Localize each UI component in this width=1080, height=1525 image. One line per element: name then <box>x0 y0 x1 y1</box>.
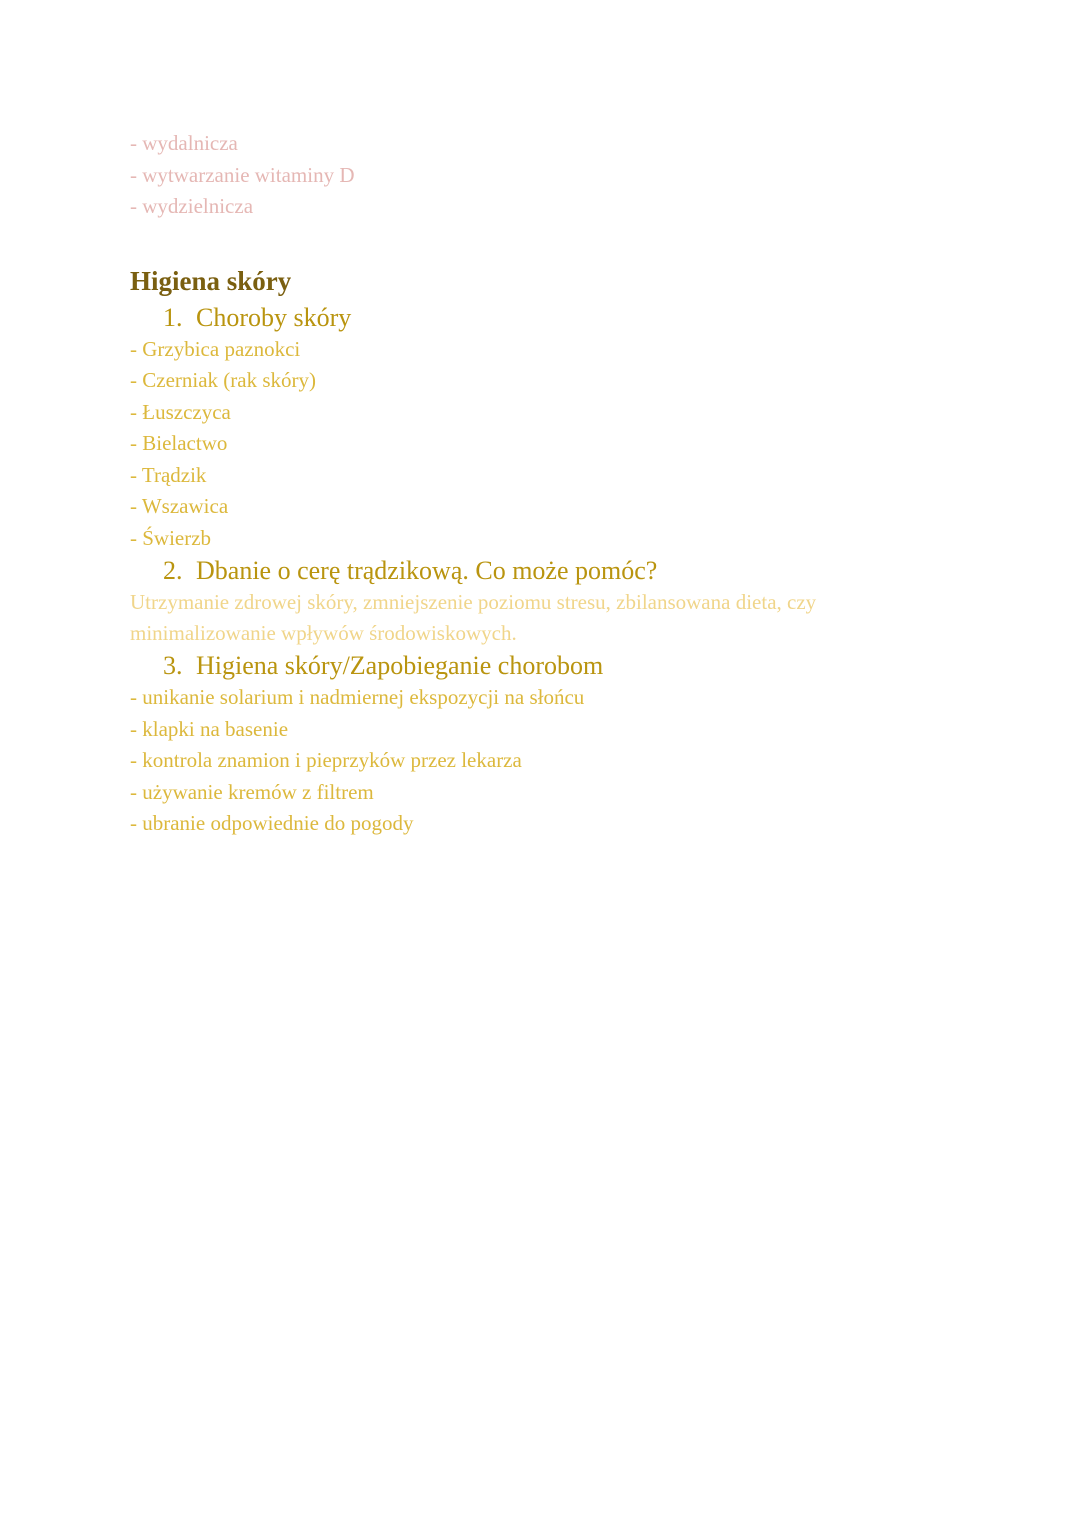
subsection-number: 3. <box>163 651 183 680</box>
subsection-number: 2. <box>163 556 183 585</box>
prevention-list <box>130 682 950 840</box>
subsection-title: Choroby skóry <box>196 302 352 332</box>
skin-functions-list <box>130 128 950 223</box>
list-item: - Świerzb <box>130 525 212 550</box>
subsection-heading-3 <box>130 649 950 682</box>
list-item: - kontrola znamion i pieprzyków przez lekarza <box>130 748 522 772</box>
skin-diseases-list <box>130 334 950 555</box>
subsection-title: Dbanie o cerę trądzikową. Co może pomóc? <box>196 556 658 585</box>
list-item: - Trądzik <box>130 462 207 487</box>
list-item: - ubranie odpowiednie do pogody <box>130 811 414 835</box>
subsection-heading-2 <box>130 554 950 587</box>
section-title: Higiena skóry <box>130 265 292 296</box>
document-page <box>130 128 950 840</box>
list-item: - Łuszczyca <box>130 399 231 424</box>
list-item: - Bielactwo <box>130 431 228 455</box>
list-item: - Czerniak (rak skóry) <box>130 368 317 392</box>
subsection-title: Higiena skóry/Zapobieganie chorobom <box>196 651 604 680</box>
subsection-number: 1. <box>163 302 183 332</box>
acne-care-paragraph: Utrzymanie zdrowej skóry, zmniejszenie poziomu stresu, zbilansowana dieta, czy minimalizowanie wpływów środowiskowych. <box>130 590 817 645</box>
list-item: - wydalnicza <box>130 131 238 155</box>
list-item: - klapki na basenie <box>130 716 289 741</box>
list-item: - Grzybica paznokci <box>130 336 301 361</box>
list-item: - unikanie solarium i nadmiernej ekspozycji na słońcu <box>130 685 585 709</box>
list-item: - używanie kremów z filtrem <box>130 779 374 804</box>
subsection-heading-1 <box>130 301 950 334</box>
list-item: - wytwarzanie witaminy D <box>130 162 355 187</box>
list-item: - wydzielnicza <box>130 194 254 218</box>
list-item: - Wszawica <box>130 494 229 518</box>
